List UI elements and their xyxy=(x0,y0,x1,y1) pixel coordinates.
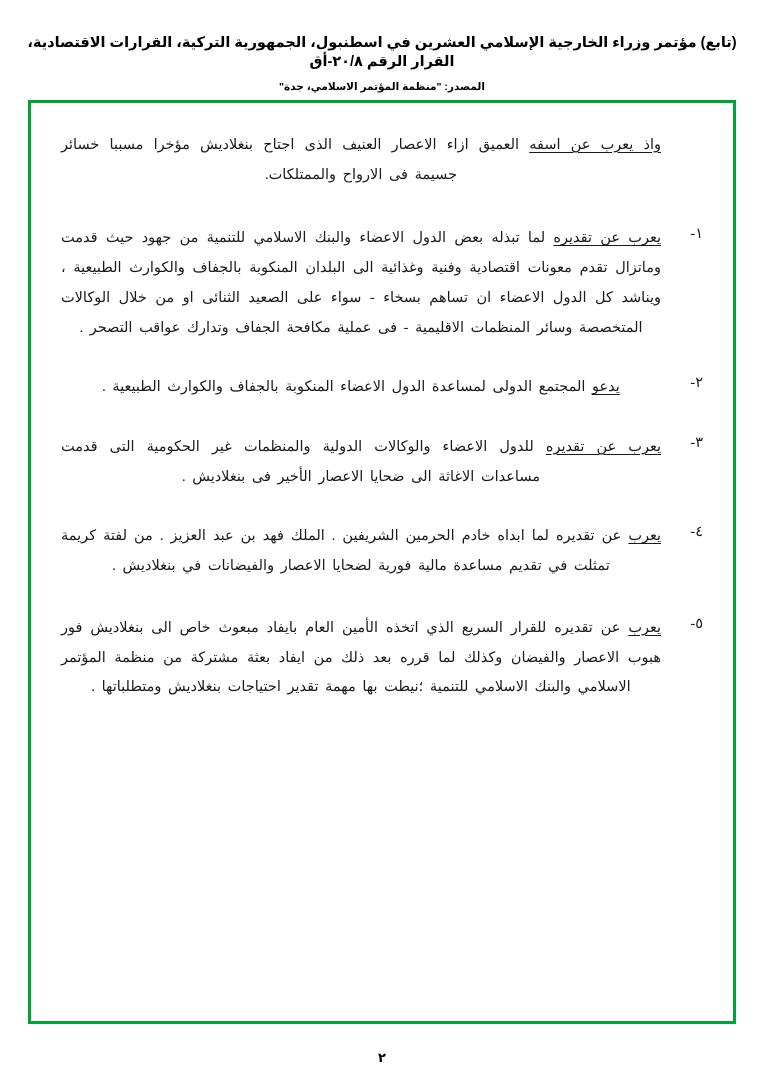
paragraph-lead: يعرب xyxy=(628,619,661,636)
paragraph-item-4 xyxy=(61,522,703,581)
paragraph-item-3 xyxy=(61,433,703,492)
paragraph-number: ١- xyxy=(690,226,703,243)
paragraph-item-1 xyxy=(61,224,703,343)
document-header xyxy=(0,34,764,93)
paragraph-text xyxy=(61,522,661,581)
green-content-frame xyxy=(28,100,736,1024)
paragraph-rest: عن تقديره للقرار السريع الذي اتخذه الأمين العام بايفاد مبعوث خاص الى بنغلاديش فور هبوب الاعصار والفيضان وكذلك لما قرره بعد ذلك من ايفاد بعثة مشتركة من منظمة المؤتمر الاسلامي والبنك الاسلامي للتنمية ؛نيطت بها مهمة تقدير احتياجات بنغلاديش ومتطلباتها . xyxy=(61,619,661,696)
paragraph-number: ٥- xyxy=(690,615,703,632)
footer-page-number: ٢ xyxy=(378,1050,386,1065)
paragraph-item-2 xyxy=(61,373,703,403)
paragraph-lead: واذ يعرب عن اسفه xyxy=(529,137,661,153)
paragraph-rest: للدول الاعضاء والوكالات الدولية والمنظمات غير الحكومية التى قدمت مساعدات الاغاثة الى ضحايا الاعصار الأخير فى بنغلاديش . xyxy=(61,439,546,485)
paragraph-lead: يعرب xyxy=(628,528,661,545)
paragraph-text xyxy=(61,373,661,403)
paragraph-number: ٣- xyxy=(690,435,703,452)
paragraph-text xyxy=(61,433,661,492)
paragraph-intro xyxy=(61,131,703,190)
paragraph-text xyxy=(61,224,661,343)
paragraph-item-5 xyxy=(61,614,703,703)
paragraph-rest: العميق ازاء الاعصار العنيف الذى اجتاح بنغلاديش مؤخرا مسببا خسائر جسيمة فى الارواح والممتلكات. xyxy=(61,137,530,183)
paragraph-lead: يعرب عن تقديره xyxy=(553,230,661,247)
paragraph-number: ٢- xyxy=(690,375,703,392)
paragraph-rest: لما تبذله بعض الدول الاعضاء والبنك الاسلامي للتنمية من جهود حيث قدمت وماتزال تقدم معونات اقتصادية وفنية وغذائية الى البلدان المنكوبة بالجفاف والكوارث الطبيعية ، ويناشد كل الدول الاعضاء ان تساهم بسخاء - سواء على الصعيد الثنائى او من خلال الوكالات المتخصصة وسائر المنظمات الاقليمية - فى عملية مكافحة الجفاف وتدارك عواقب التصحر . xyxy=(61,230,661,336)
paragraph-number xyxy=(661,131,703,190)
paragraph-lead: يدعو xyxy=(592,379,620,396)
paragraph-rest: عن تقديره لما ابداه خادم الحرمين الشريفين . الملك فهد بن عبد العزيز . من لفتة كريمة تمثلت في تقديم مساعدة مالية فورية لضحايا الاعصار والفيضانات في بنغلاديش . xyxy=(61,528,629,575)
paragraph-number: ٤- xyxy=(690,524,703,541)
resolution-body xyxy=(61,125,703,1003)
source-line: المصدر: "منظمة المؤتمر الاسلامي، جدة" xyxy=(279,80,485,93)
paragraph-rest: المجتمع الدولى لمساعدة الدول الاعضاء المنكوبة بالجفاف والكوارث الطبيعية . xyxy=(102,379,593,396)
page-title: (تابع) مؤتمر وزراء الخارجية الإسلامي العشرين في اسطنبول، الجمهورية التركية، القرارات الاقتصادية، القرار الرقم ٢٠/٨-أق xyxy=(27,35,737,70)
paragraph-text xyxy=(61,614,661,703)
paragraph-text xyxy=(61,131,661,190)
paragraph-lead: يعرب عن تقديره xyxy=(545,439,661,456)
